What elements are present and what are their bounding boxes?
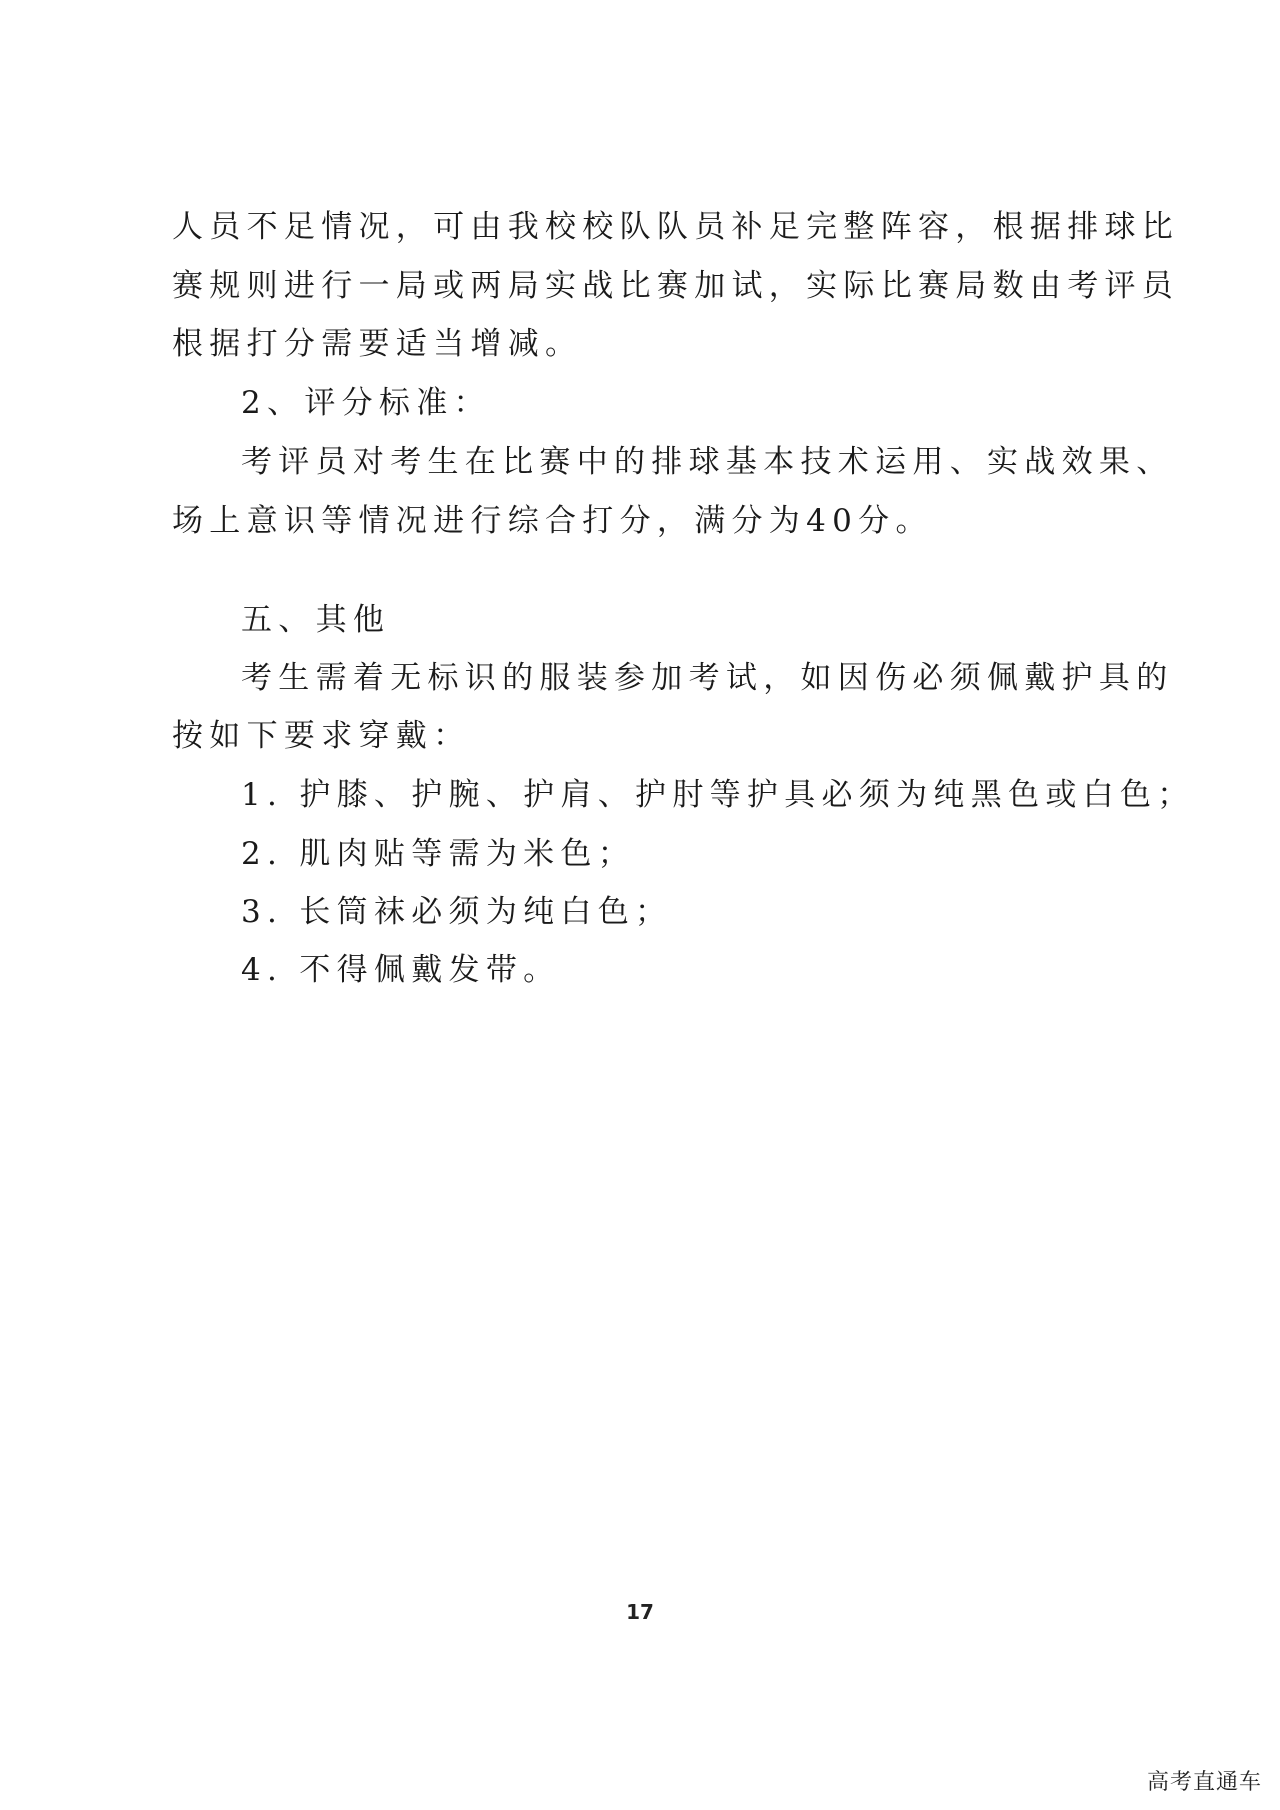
- paragraph-line: 场上意识等情况进行综合打分，满分为40分。: [172, 503, 933, 539]
- watermark: 高考直通车: [1146, 1770, 1262, 1795]
- paragraph-line: 赛规则进行一局或两局实战比赛加试，实际比赛局数由考评员: [172, 268, 1180, 304]
- section-subheading: 2、评分标准：: [241, 385, 491, 421]
- list-item: 4. 不得佩戴发带。: [241, 952, 561, 988]
- paragraph-line: 考评员对考生在比赛中的排球基本技术运用、实战效果、: [241, 444, 1174, 480]
- paragraph-line: 根据打分需要适当增减。: [172, 326, 583, 362]
- list-item: 2. 肌肉贴等需为米色；: [241, 836, 636, 872]
- paragraph-line: 人员不足情况，可由我校校队队员补足完整阵容，根据排球比: [172, 209, 1180, 245]
- list-item: 1. 护膝、护腕、护肩、护肘等护具必须为纯黑色或白色；: [241, 777, 1195, 813]
- list-item: 3. 长筒袜必须为纯白色；: [241, 894, 673, 930]
- paragraph-line: 考生需着无标识的服装参加考试，如因伤必须佩戴护具的: [241, 660, 1174, 696]
- section-heading: 五、其他: [241, 602, 391, 638]
- paragraph-line: 按如下要求穿戴：: [172, 718, 471, 754]
- page-number: 17: [626, 1600, 654, 1624]
